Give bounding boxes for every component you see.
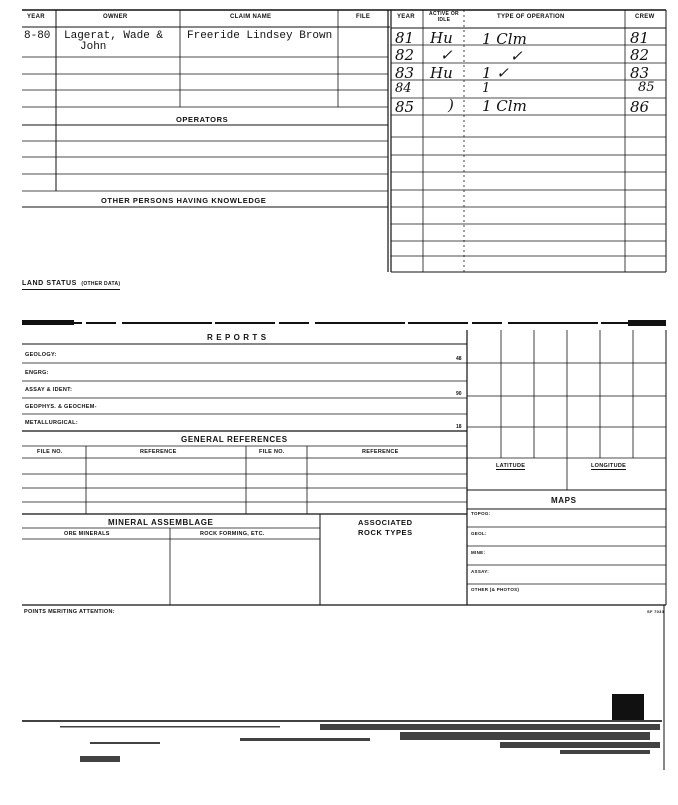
activity-status-85: ) [448,96,454,114]
report-engrg-label: ENGRG: [25,370,49,376]
report-metallurgical-num: 18 [456,424,462,430]
report-assay-label: ASSAY & IDENT: [25,387,73,393]
latitude-label: LATITUDE [496,463,526,469]
form-number: SF 7033 [647,609,665,614]
ore-minerals-label: ORE MINERALS [64,531,110,537]
activity-operation-83: 1 ✓ [482,64,509,82]
activity-year-85: 85 [395,98,415,116]
activity-year-81: 81 [395,29,415,47]
header-year-2: YEAR [397,14,415,20]
associated-label: ASSOCIATED [358,518,413,527]
maps-topog: TOPOG: [471,511,491,516]
operators-label: OPERATORS [176,115,229,124]
rock-forming-label: ROCK FORMING, ETC. [200,531,265,537]
header-owner: OWNER [103,14,128,20]
activity-year-82: 82 [395,46,415,64]
rock-types-label: ROCK TYPES [358,528,413,537]
land-status-label: LAND STATUS [22,280,77,287]
activity-crew-82: 82 [630,46,650,64]
longitude-label: LONGITUDE [591,463,627,469]
header-active-or-idle: ACTIVE OR IDLE [429,11,459,23]
report-geology-label: GEOLOGY: [25,352,57,358]
report-metallurgical-label: METALLURGICAL: [25,420,78,426]
other-persons-label: OTHER PERSONS HAVING KNOWLEDGE [101,196,267,205]
owner-entry-name-line2: John [80,41,107,53]
activity-year-83: 83 [395,64,415,82]
activity-crew-81: 81 [630,29,650,47]
header-crew: CREW [635,14,655,20]
header-claim-name: CLAIM NAME [230,14,272,20]
activity-operation-82: ✓ [510,47,523,65]
header-file: FILE [356,14,371,20]
maps-assay: ASSAY: [471,569,490,574]
activity-crew-83: 83 [630,64,650,82]
activity-status-81: Hu [430,29,453,47]
activity-status-83: Hu [430,64,453,82]
report-geology-num: 48 [456,356,462,362]
mineral-assemblage-title: MINERAL ASSEMBLAGE [108,518,214,527]
header-year: YEAR [27,14,45,20]
ref-header-reference-1: REFERENCE [140,449,177,455]
ref-header-reference-2: REFERENCE [362,449,399,455]
activity-operation-85: 1 Clm [482,97,527,115]
header-type-of-operation: TYPE OF OPERATION [497,14,565,20]
general-references-title: GENERAL REFERENCES [181,435,288,444]
land-status-heading [22,276,120,290]
activity-year-84: 84 [395,81,412,96]
maps-other: OTHER (& PHOTOS) [471,587,520,592]
activity-crew-85: 86 [630,98,650,116]
owner-entry-claim: Freeride Lindsey Brown [187,30,333,42]
report-geophys-label: GEOPHYS. & GEOCHEM- [25,404,97,410]
activity-crew-84: 85 [638,80,655,95]
points-meriting-label: POINTS MERITING ATTENTION: [24,609,115,615]
report-assay-num: 90 [456,391,462,397]
activity-operation-84: 1 [482,81,491,96]
activity-status-82: ✓ [440,46,453,64]
maps-title: MAPS [551,496,577,505]
owner-entry-name-line1: Lagerat, Wade & [64,30,164,42]
maps-geol: GEOL: [471,531,487,536]
maps-mine: MINE: [471,550,486,555]
land-status-sub: (OTHER DATA) [81,281,121,287]
ref-header-file-no-2: FILE NO. [259,449,285,455]
dark-block [612,694,644,720]
owner-entry-year: 8-80 [24,30,51,42]
activity-operation-81: 1 Clm [482,30,527,48]
ref-header-file-no-1: FILE NO. [37,449,63,455]
reports-title: R E P O R T S [207,333,267,342]
